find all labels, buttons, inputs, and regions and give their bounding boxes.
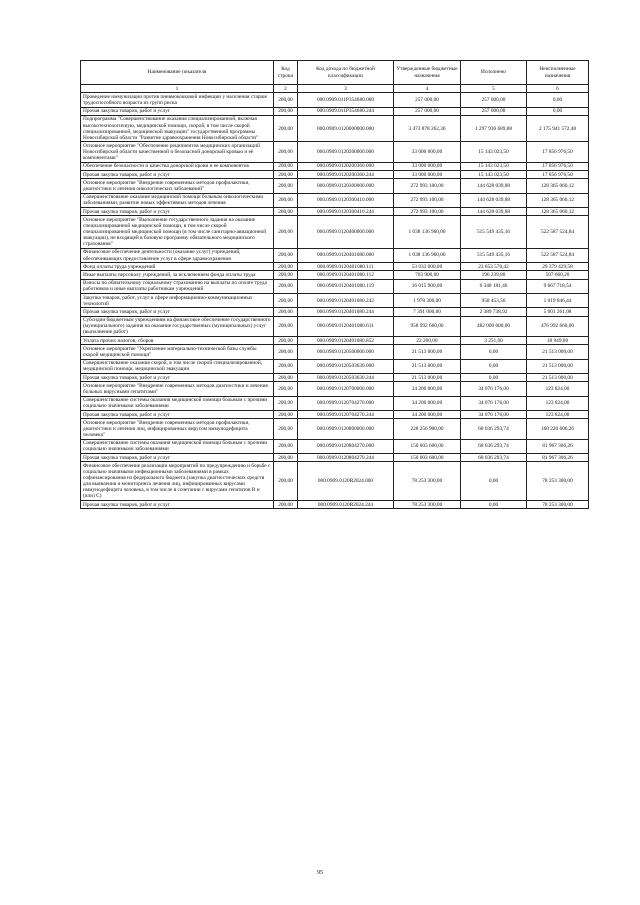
row-unexecuted: 507 660,20 (527, 271, 589, 279)
row-executed: 0,00 (461, 359, 527, 373)
row-executed: 15 143 023,50 (461, 162, 527, 170)
row-unexecuted: 81 967 306,26 (527, 439, 589, 453)
row-budget-code: 000.0909.0120300410.244 (298, 208, 394, 216)
row-executed: 144 628 039,88 (461, 193, 527, 207)
row-unexecuted: 0,00 (527, 93, 589, 107)
row-budget-code: 000.0909.0120200000.000 (298, 142, 394, 162)
row-unexecuted: 18 949,00 (527, 337, 589, 345)
row-executed: 3 251,00 (461, 337, 527, 345)
row-unexecuted: 21 513 000,00 (527, 374, 589, 382)
row-name: Совершенствование системы оказания медицинской помощи больным с прочими социально значимыми заболеваниями (81, 396, 274, 410)
row-unexecuted: 2 175 941 572,48 (527, 115, 589, 142)
row-name: Подпрограмма "Совершенствование оказания специализированной, включая высокотехнологичную, медицинской помощи, скорой, в том числе скорой специализированной, медицинской эвакуации" государственной программы Новосибирской области "Развитие здравоохранения Новосибирской области" (81, 115, 274, 142)
row-line-code: 200,00 (274, 454, 298, 462)
row-line-code: 200,00 (274, 115, 298, 142)
row-budget-code: 000.0909.011P354680.244 (298, 107, 394, 115)
row-executed: 958 453,56 (461, 294, 527, 308)
row-name: Основное мероприятие "Внедрение современных методов профилактики, диагностики и лечения лиц, инфицированных вирусом иммунодефицита человека" (81, 419, 274, 439)
row-line-code: 200,00 (274, 374, 298, 382)
table-row (81, 419, 589, 439)
row-unexecuted: 1 019 846,44 (527, 294, 589, 308)
table-row (81, 439, 589, 453)
row-executed: 196 239,80 (461, 271, 527, 279)
row-approved: 21 513 000,00 (394, 345, 461, 359)
row-approved: 33 000 000,00 (394, 171, 461, 179)
table-row (81, 345, 589, 359)
row-name: Прочая закупка товаров, работ и услуг (81, 208, 274, 216)
row-name: Субсидии бюджетным учреждениям на финансовое обеспечение государственного (муниципального) задания на оказание государственных (муниципальных) услуг (выполнение работ) (81, 316, 274, 336)
row-unexecuted: 123 824,00 (527, 382, 589, 396)
row-line-code: 200,00 (274, 142, 298, 162)
row-line-code: 200,00 (274, 316, 298, 336)
row-name: Иные выплаты персоналу учреждений, за исключением фонда оплаты труда (81, 271, 274, 279)
column-number: 6 (527, 85, 589, 93)
table-row (81, 248, 589, 262)
row-unexecuted: 0,00 (527, 107, 589, 115)
row-budget-code: 000.0909.0120200360.244 (298, 171, 394, 179)
row-approved: 21 513 000,00 (394, 374, 461, 382)
row-unexecuted: 78 253 300,00 (527, 500, 589, 508)
row-line-code: 200,00 (274, 411, 298, 419)
row-executed: 15 143 023,50 (461, 142, 527, 162)
row-line-code: 200,00 (274, 337, 298, 345)
row-name: Основное мероприятие "Внедрение современных методов профилактики, диагностики и лечения онкологических заболеваний" (81, 179, 274, 193)
table-row (81, 162, 589, 170)
row-line-code: 200,00 (274, 439, 298, 453)
table-row (81, 115, 589, 142)
row-approved: 34 200 000,00 (394, 382, 461, 396)
row-line-code: 200,00 (274, 359, 298, 373)
row-executed: 15 143 023,50 (461, 171, 527, 179)
table-row (81, 359, 589, 373)
row-budget-code: 000.0909.0120503630.000 (298, 359, 394, 373)
row-approved: 34 200 000,00 (394, 411, 461, 419)
row-line-code: 200,00 (274, 345, 298, 359)
table-row (81, 107, 589, 115)
row-approved: 257 000,00 (394, 107, 461, 115)
row-unexecuted: 160 220 606,26 (527, 419, 589, 439)
row-executed: 144 628 039,88 (461, 208, 527, 216)
row-budget-code: 000.0909.0120704270.000 (298, 396, 394, 410)
row-budget-code: 000.0909.0120503630.244 (298, 374, 394, 382)
row-executed: 482 000 000,00 (461, 316, 527, 336)
row-name: Прочая закупка товаров, работ и услуг (81, 500, 274, 508)
row-unexecuted: 29 379 429,58 (527, 263, 589, 271)
row-approved: 272 993 100,00 (394, 179, 461, 193)
row-line-code: 200,00 (274, 396, 298, 410)
row-approved: 272 993 100,00 (394, 208, 461, 216)
row-unexecuted: 123 824,00 (527, 411, 589, 419)
row-unexecuted: 21 513 000,00 (527, 345, 589, 359)
row-budget-code: 000.0909.0120401080.611 (298, 316, 394, 336)
row-name: Прочая закупка товаров, работ и услуг (81, 107, 274, 115)
row-approved: 21 513 000,00 (394, 359, 461, 373)
row-executed: 515 549 435,16 (461, 216, 527, 249)
row-line-code: 200,00 (274, 208, 298, 216)
row-budget-code: 000.0909.0120704270.244 (298, 411, 394, 419)
row-executed: 34 076 176,00 (461, 396, 527, 410)
row-line-code: 200,00 (274, 248, 298, 262)
row-line-code: 200,00 (274, 271, 298, 279)
row-approved: 272 993 100,00 (394, 193, 461, 207)
row-budget-code: 000.0909.0120700000.000 (298, 382, 394, 396)
row-line-code: 200,00 (274, 93, 298, 107)
row-approved: 228 256 900,00 (394, 419, 461, 439)
row-executed: 0,00 (461, 462, 527, 501)
table-row (81, 316, 589, 336)
row-name: Прочая закупка товаров, работ и услуг (81, 454, 274, 462)
table-row (81, 462, 589, 501)
row-line-code: 200,00 (274, 107, 298, 115)
row-line-code: 200,00 (274, 179, 298, 193)
row-line-code: 200,00 (274, 500, 298, 508)
header-unexecuted: Неисполненные назначения (527, 61, 589, 85)
row-name: Финансовое обеспечение деятельности (оказание услуг) учреждений, обеспечивающих предоставление услуг в сфере здравоохранения (81, 248, 274, 262)
table-row (81, 208, 589, 216)
row-line-code: 200,00 (274, 216, 298, 249)
row-line-code: 200,00 (274, 294, 298, 308)
row-approved: 257 000,00 (394, 93, 461, 107)
row-budget-code: 000.0909.0120300410.000 (298, 193, 394, 207)
row-line-code: 200,00 (274, 171, 298, 179)
table-row (81, 337, 589, 345)
table-row (81, 93, 589, 107)
row-budget-code: 000.0909.0120200360.000 (298, 162, 394, 170)
row-name: Совершенствование оказания медицинской помощи больным онкологическими заболеваниями, развитие новых эффективных методов лечения (81, 193, 274, 207)
row-budget-code: 000.0909.0120804270.000 (298, 439, 394, 453)
row-executed: 257 000,00 (461, 93, 527, 107)
row-name: Проведение иммунизации против пневмококковой инфекции у населения старше трудоспособного возраста из групп риска (81, 93, 274, 107)
row-unexecuted: 21 513 000,00 (527, 359, 589, 373)
row-name: Основное мероприятие "Внедрение современных методов диагностики и лечения больных вирусными гепатитами" (81, 382, 274, 396)
row-line-code: 200,00 (274, 419, 298, 439)
table-row (81, 271, 589, 279)
row-name: Основное мероприятие "Обеспечение реципиентов медицинских организаций Новосибирской области качественной и безопасной донорской кровью и её компонентами" (81, 142, 274, 162)
row-approved: 33 000 000,00 (394, 142, 461, 162)
row-approved: 34 200 000,00 (394, 396, 461, 410)
row-approved: 1 978 300,00 (394, 294, 461, 308)
row-name: Совершенствование оказания скорой, в том числе скорой специализированной, медицинской помощи, медицинской эвакуации (81, 359, 274, 373)
row-approved: 78 253 300,00 (394, 462, 461, 501)
row-name: Прочая закупка товаров, работ и услуг (81, 374, 274, 382)
row-line-code: 200,00 (274, 382, 298, 396)
table-row (81, 396, 589, 410)
row-executed: 34 076 176,00 (461, 382, 527, 396)
row-approved: 958 992 660,00 (394, 316, 461, 336)
row-budget-code: 000.0909.0120804270.244 (298, 454, 394, 462)
row-line-code: 200,00 (274, 308, 298, 316)
column-number: 1 (81, 85, 274, 93)
row-line-code: 200,00 (274, 263, 298, 271)
row-budget-code: 000.0909.0120401080.244 (298, 308, 394, 316)
row-executed: 0,00 (461, 345, 527, 359)
budget-execution-table (80, 60, 589, 509)
row-name: Уплата прочих налогов, сборов (81, 337, 274, 345)
table-row (81, 382, 589, 396)
row-unexecuted: 522 587 524,84 (527, 216, 589, 249)
row-budget-code: 000.0909.0120401080.242 (298, 294, 394, 308)
row-unexecuted: 17 856 976,50 (527, 142, 589, 162)
row-approved: 22 200,00 (394, 337, 461, 345)
table-row (81, 193, 589, 207)
column-number-row (81, 85, 589, 93)
row-budget-code: 000.0909.0120401080.852 (298, 337, 394, 345)
row-executed: 0,00 (461, 500, 527, 508)
row-name: Прочая закупка товаров, работ и услуг (81, 171, 274, 179)
row-budget-code: 000.0909.0120401080.111 (298, 263, 394, 271)
row-budget-code: 000.0909.0120401080.119 (298, 279, 394, 293)
row-executed: 144 628 039,88 (461, 179, 527, 193)
row-executed: 68 036 293,74 (461, 439, 527, 453)
row-line-code: 200,00 (274, 279, 298, 293)
row-name: Взносы по обязательному социальному страхованию на выплаты по оплате труда работников и иные выплаты работникам учреждений (81, 279, 274, 293)
row-budget-code: 000.0909.0120401080.112 (298, 271, 394, 279)
row-budget-code: 000.0909.0120300000.000 (298, 179, 394, 193)
row-budget-code: 000.0909.0120R2024.244 (298, 500, 394, 508)
row-budget-code: 000.0909.011P354680.000 (298, 93, 394, 107)
row-approved: 33 000 000,00 (394, 162, 461, 170)
table-row (81, 454, 589, 462)
header-approved: Утвержденные бюджетные назначения (394, 61, 461, 85)
column-number: 4 (394, 85, 461, 93)
row-line-code: 200,00 (274, 193, 298, 207)
table-row (81, 216, 589, 249)
row-name: Совершенствование системы оказания медицинской помощи больным с прочими социально значимыми заболеваниями (81, 439, 274, 453)
table-row (81, 279, 589, 293)
header-executed: Исполнено (461, 61, 527, 85)
row-executed: 1 297 936 689,88 (461, 115, 527, 142)
row-unexecuted: 17 856 976,50 (527, 171, 589, 179)
header-budget-code: Код дохода по бюджетной классификации (298, 61, 394, 85)
row-name: Прочая закупка товаров, работ и услуг (81, 411, 274, 419)
row-approved: 150 003 600,00 (394, 439, 461, 453)
row-executed: 34 076 176,00 (461, 411, 527, 419)
row-name: Обеспечение безопасности и качества донорской крови и ее компонентов (81, 162, 274, 170)
table-body (81, 93, 589, 509)
column-number: 5 (461, 85, 527, 93)
row-approved: 7 391 000,00 (394, 308, 461, 316)
row-executed: 68 036 293,74 (461, 419, 527, 439)
row-line-code: 200,00 (274, 162, 298, 170)
row-budget-code: 000.0909.0120401080.000 (298, 248, 394, 262)
table-row (81, 171, 589, 179)
table-row (81, 411, 589, 419)
row-line-code: 200,00 (274, 462, 298, 501)
row-name: Основное мероприятие "Укрепление материально-технической базы службы скорой медицинской помощи" (81, 345, 274, 359)
row-budget-code: 000.0909.0120400000.000 (298, 216, 394, 249)
header-line-code: Код строки (274, 61, 298, 85)
row-unexecuted: 5 001 261,08 (527, 308, 589, 316)
row-executed: 2 389 738,92 (461, 308, 527, 316)
row-approved: 3 473 878 262,36 (394, 115, 461, 142)
row-executed: 0,00 (461, 374, 527, 382)
row-unexecuted: 476 992 660,00 (527, 316, 589, 336)
row-name: Основное мероприятие "Выполнение государственного задания на оказание специализированной медицинской помощи, в том числе скорой специализированной медицинской помощи (в том числе санитарно-авиационной эвакуации), не входящей в базовую программу обязательного медицинского страхования" (81, 216, 274, 249)
table-row (81, 374, 589, 382)
table-header-row (81, 61, 589, 85)
row-approved: 16 015 900,00 (394, 279, 461, 293)
row-executed: 515 549 435,16 (461, 248, 527, 262)
row-unexecuted: 128 365 060,12 (527, 179, 589, 193)
table-row (81, 263, 589, 271)
row-name: Прочая закупка товаров, работ и услуг (81, 308, 274, 316)
column-number: 2 (274, 85, 298, 93)
row-budget-code: 000.0909.0120800000.000 (298, 419, 394, 439)
table-row (81, 308, 589, 316)
row-budget-code: 000.0909.0120R2024.000 (298, 462, 394, 501)
row-unexecuted: 78 253 300,00 (527, 462, 589, 501)
row-executed: 23 653 570,42 (461, 263, 527, 271)
row-approved: 53 033 000,00 (394, 263, 461, 271)
row-unexecuted: 522 587 524,84 (527, 248, 589, 262)
row-approved: 1 038 136 960,00 (394, 216, 461, 249)
row-unexecuted: 128 365 060,12 (527, 193, 589, 207)
row-executed: 68 036 293,74 (461, 454, 527, 462)
row-name: Закупка товаров, работ, услуг в сфере информационно-коммуникационных технологий (81, 294, 274, 308)
row-executed: 257 000,00 (461, 107, 527, 115)
row-approved: 150 003 600,00 (394, 454, 461, 462)
row-unexecuted: 81 967 306,26 (527, 454, 589, 462)
row-approved: 703 900,00 (394, 271, 461, 279)
table-row (81, 294, 589, 308)
row-name: Фонд оплаты труда учреждений (81, 263, 274, 271)
row-name: Финансовое обеспечение реализации мероприятий по предупреждению и борьбе с социально значимыми инфекционными заболеваниями в рамках софинансирования из федерального бюджета (закупка диагностических средств для выявления и мониторинга лечения лиц, инфицированных вирусами иммунодефицита человека, в том числе в сочетании с вирусами гепатитов B и (или) C) (81, 462, 274, 501)
row-approved: 78 253 300,00 (394, 500, 461, 508)
row-budget-code: 000.0909.0120500000.000 (298, 345, 394, 359)
row-unexecuted: 17 856 976,50 (527, 162, 589, 170)
row-unexecuted: 128 365 060,12 (527, 208, 589, 216)
table-row (81, 179, 589, 193)
row-unexecuted: 9 667 718,54 (527, 279, 589, 293)
header-indicator-name: Наименование показателя (81, 61, 274, 85)
row-budget-code: 000.0909.0120000000.000 (298, 115, 394, 142)
column-number: 3 (298, 85, 394, 93)
page-number: 95 (317, 870, 323, 876)
row-executed: 6 348 181,46 (461, 279, 527, 293)
table-row (81, 500, 589, 508)
table-row (81, 142, 589, 162)
row-approved: 1 038 136 960,00 (394, 248, 461, 262)
row-unexecuted: 123 824,00 (527, 396, 589, 410)
